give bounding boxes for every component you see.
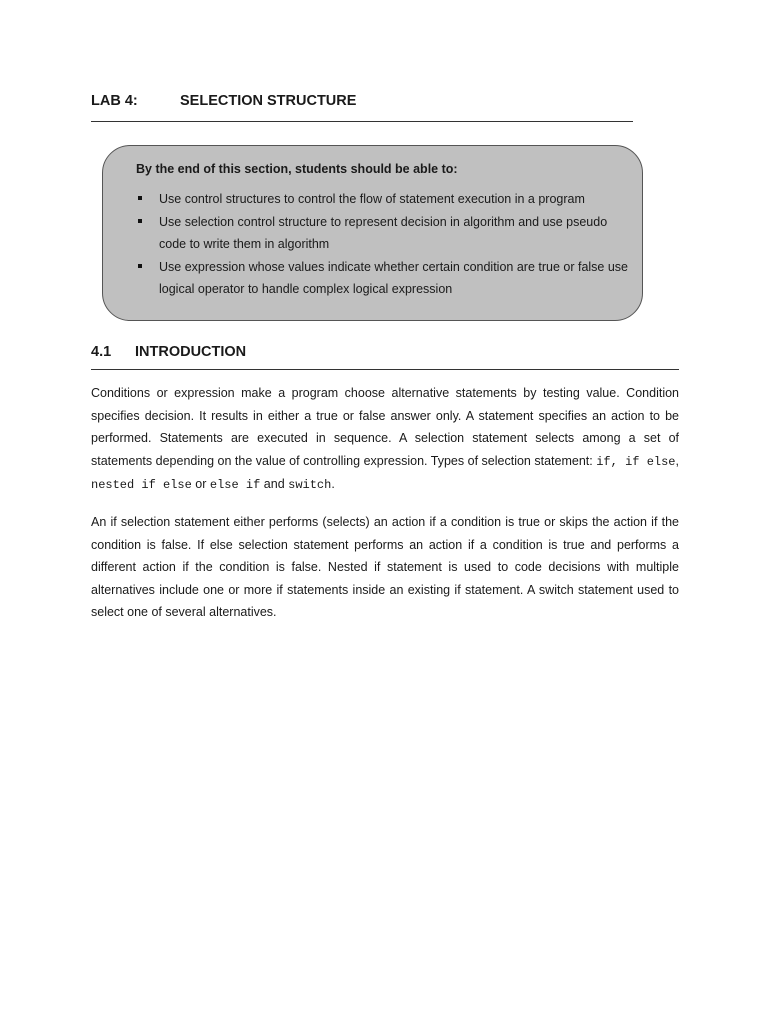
objective-text: Use expression whose values indicate whether certain condition are true or false use logical operator to handle complex logical expression	[159, 259, 629, 296]
code-switch: switch	[288, 478, 332, 492]
objective-text: Use selection control structure to represent decision in algorithm and use pseudo code to write them in algorithm	[159, 214, 608, 251]
code-nested-if-else: nested if else	[91, 478, 192, 492]
selection-paragraph: An if selection statement either performs (selects) an action if a condition is true or skips the action if the condition is false. If else selection statement performs an action if a condition is true and performs a different action if the condition is false. Nested if statement is used to code decisions with multiple alternatives include one or more if statements inside an existing if statement. A switch statement used to select one of several alternatives.	[91, 515, 679, 619]
lab-heading	[91, 92, 633, 110]
intro-paragraph-text: Conditions or expression make a program choose alternative statements by testing value. Condition specifies decision. It results in either a true or false answer only. A statement specifies an action to be performed. Statements are executed in sequence. A selection statement selects among a set of statements depending on the value of controlling expression. Types of selection statement:	[91, 386, 679, 468]
objective-item	[136, 256, 636, 301]
objective-text: Use control structures to control the flow of statement execution in a program	[159, 192, 585, 206]
square-bullet-icon	[138, 264, 142, 268]
separator: and	[260, 477, 289, 491]
objective-item	[136, 188, 636, 211]
square-bullet-icon	[138, 219, 142, 223]
code-if-if-else: if, if else	[596, 454, 676, 469]
separator: or	[191, 477, 210, 491]
objectives-list	[136, 188, 636, 301]
heading-divider	[91, 121, 633, 122]
section-heading	[91, 343, 246, 361]
objectives-intro: By the end of this section, students should be able to:	[136, 162, 458, 176]
section-number: 4.1	[91, 344, 112, 360]
code-else-if: else if	[209, 478, 261, 492]
sentence-end: .	[331, 477, 335, 491]
learning-objectives-box	[102, 145, 643, 321]
separator: ,	[675, 453, 679, 468]
objective-item	[136, 211, 636, 256]
section-divider	[91, 369, 679, 370]
section-title: INTRODUCTION	[135, 344, 247, 360]
intro-paragraph	[91, 382, 679, 497]
lab-title: SELECTION STRUCTURE	[180, 93, 357, 109]
square-bullet-icon	[138, 196, 142, 200]
lab-number: LAB 4:	[91, 93, 138, 109]
